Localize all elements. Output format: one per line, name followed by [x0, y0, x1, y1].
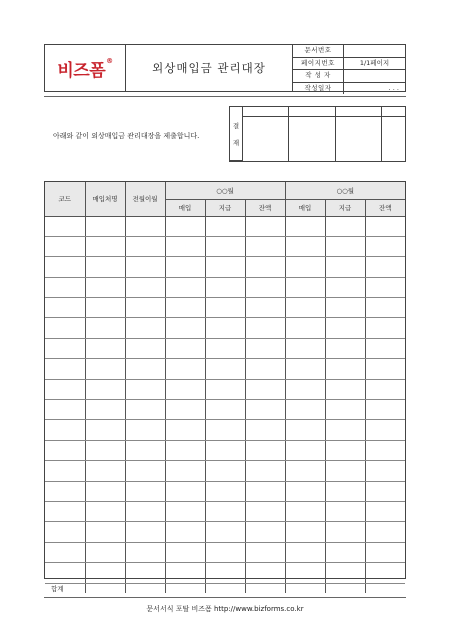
meta-row-date	[293, 82, 405, 94]
ledger-cell[interactable]	[165, 338, 205, 358]
ledger-cell[interactable]	[325, 216, 365, 236]
ledger-total-cell[interactable]	[205, 583, 245, 593]
ledger-cell[interactable]	[325, 359, 365, 379]
col-header-payment: 지급	[205, 199, 245, 216]
ledger-cell[interactable]	[245, 400, 285, 420]
col-header-carryover: 전월이월	[125, 182, 165, 216]
approval-sign-cell[interactable]	[382, 117, 405, 161]
ledger-cell[interactable]	[245, 359, 285, 379]
ledger-cell[interactable]	[365, 461, 405, 481]
ledger-cell[interactable]	[365, 481, 405, 501]
ledger-cell[interactable]	[165, 298, 205, 318]
ledger-cell[interactable]	[165, 563, 205, 583]
ledger-cell[interactable]	[45, 257, 85, 277]
ledger-row	[45, 359, 405, 379]
ledger-row	[45, 440, 405, 460]
ledger-cell[interactable]	[125, 400, 165, 420]
col-header-month-1: ○○월	[165, 182, 285, 199]
ledger-cell[interactable]	[325, 440, 365, 460]
ledger-cell[interactable]	[365, 400, 405, 420]
ledger-cell[interactable]	[245, 461, 285, 481]
ledger-cell[interactable]	[245, 257, 285, 277]
ledger-cell[interactable]	[45, 542, 85, 562]
meta-label: 문서번호	[293, 45, 344, 57]
ledger-cell[interactable]	[205, 440, 245, 460]
ledger-cell[interactable]	[245, 318, 285, 338]
ledger-cell[interactable]	[245, 420, 285, 440]
ledger-cell[interactable]	[245, 563, 285, 583]
ledger-cell[interactable]	[245, 440, 285, 460]
ledger-cell[interactable]	[285, 563, 325, 583]
approval-label-bottom: 재	[232, 139, 240, 147]
ledger-cell[interactable]	[205, 400, 245, 420]
ledger-cell[interactable]	[125, 522, 165, 542]
ledger-row	[45, 318, 405, 338]
ledger-cell[interactable]	[125, 318, 165, 338]
bizforms-logo	[57, 56, 112, 81]
ledger-cell[interactable]	[365, 359, 405, 379]
ledger-cell[interactable]	[205, 359, 245, 379]
ledger-total-cell[interactable]	[125, 583, 165, 593]
ledger-cell[interactable]	[125, 277, 165, 297]
logo-text: 비즈폼	[57, 60, 106, 81]
ledger-cell[interactable]	[325, 318, 365, 338]
ledger-cell[interactable]	[205, 461, 245, 481]
ledger-cell[interactable]	[85, 563, 125, 583]
ledger-cell[interactable]	[85, 400, 125, 420]
ledger-row	[45, 400, 405, 420]
ledger-cell[interactable]	[245, 542, 285, 562]
meta-row-author	[293, 70, 405, 83]
ledger-cell[interactable]	[85, 257, 125, 277]
ledger-cell[interactable]	[125, 542, 165, 562]
ledger-cell[interactable]	[205, 563, 245, 583]
meta-value	[344, 70, 406, 83]
ledger-cell[interactable]	[325, 522, 365, 542]
ledger-cell[interactable]	[125, 338, 165, 358]
ledger-cell[interactable]	[45, 461, 85, 481]
ledger-total-cell[interactable]	[165, 583, 205, 593]
ledger-cell[interactable]	[205, 501, 245, 521]
approval-title-cell[interactable]	[335, 107, 381, 117]
ledger-cell[interactable]	[245, 236, 285, 256]
ledger-cell[interactable]	[285, 338, 325, 358]
ledger-total-cell[interactable]	[365, 583, 405, 593]
ledger-cell[interactable]	[365, 236, 405, 256]
ledger-cell[interactable]	[365, 420, 405, 440]
total-label: 합계	[45, 583, 85, 593]
ledger-cell[interactable]	[245, 277, 285, 297]
meta-label: 페이지번호	[293, 57, 344, 70]
ledger-cell[interactable]	[325, 379, 365, 399]
ledger-cell[interactable]	[165, 461, 205, 481]
ledger-cell[interactable]	[245, 338, 285, 358]
ledger-cell[interactable]	[45, 440, 85, 460]
ledger-cell[interactable]	[285, 420, 325, 440]
ledger-cell[interactable]	[125, 216, 165, 236]
ledger-cell[interactable]	[285, 522, 325, 542]
ledger-row	[45, 461, 405, 481]
ledger-cell[interactable]	[85, 277, 125, 297]
ledger-row	[45, 420, 405, 440]
ledger-cell[interactable]	[85, 440, 125, 460]
ledger-cell[interactable]	[205, 420, 245, 440]
ledger-cell[interactable]	[45, 420, 85, 440]
ledger-cell[interactable]	[205, 481, 245, 501]
ledger-cell[interactable]	[285, 359, 325, 379]
approval-box	[229, 106, 406, 162]
ledger-row	[45, 379, 405, 399]
ledger-cell[interactable]	[125, 379, 165, 399]
ledger-cell[interactable]	[285, 542, 325, 562]
ledger-cell[interactable]	[165, 481, 205, 501]
ledger-cell[interactable]	[285, 461, 325, 481]
ledger-cell[interactable]	[125, 501, 165, 521]
meta-row-page-number	[293, 57, 405, 70]
col-header-payment: 지급	[325, 199, 365, 216]
col-header-code: 코드	[45, 182, 85, 216]
ledger-cell[interactable]	[45, 318, 85, 338]
footer-text: 문서서식 포탈 비즈폼 http://www.bizforms.co.kr	[146, 605, 304, 613]
ledger-cell[interactable]	[165, 236, 205, 256]
ledger-cell[interactable]	[245, 216, 285, 236]
approval-sign-cell[interactable]	[243, 117, 289, 161]
ledger-cell[interactable]	[245, 379, 285, 399]
meta-value	[344, 45, 406, 57]
intro-text: 아래와 같이 외상매입금 관리대장을 제출합니다.	[53, 132, 200, 140]
meta-label: 작성일자	[293, 82, 344, 94]
ledger-cell[interactable]	[125, 440, 165, 460]
ledger-cell[interactable]	[125, 257, 165, 277]
ledger-row	[45, 277, 405, 297]
approval-sign-cell[interactable]	[335, 117, 381, 161]
ledger-cell[interactable]	[365, 338, 405, 358]
ledger-cell[interactable]	[245, 481, 285, 501]
registered-mark: ®	[106, 56, 113, 65]
approval-sign-cell[interactable]	[289, 117, 335, 161]
ledger-cell[interactable]	[285, 440, 325, 460]
ledger-cell[interactable]	[45, 216, 85, 236]
document-meta	[293, 45, 405, 91]
ledger-cell[interactable]	[165, 379, 205, 399]
ledger-cell[interactable]	[125, 420, 165, 440]
ledger-cell[interactable]	[205, 277, 245, 297]
ledger-cell[interactable]	[325, 461, 365, 481]
ledger-row	[45, 542, 405, 562]
ledger-cell[interactable]	[325, 481, 365, 501]
approval-title-cell[interactable]	[289, 107, 335, 117]
col-header-purchase: 매입	[285, 199, 325, 216]
ledger-total-cell[interactable]	[85, 583, 125, 593]
ledger-cell[interactable]	[165, 522, 205, 542]
ledger-cell[interactable]	[365, 522, 405, 542]
ledger-cell[interactable]	[285, 318, 325, 338]
ledger-cell[interactable]	[365, 379, 405, 399]
ledger-row	[45, 481, 405, 501]
header-divider	[44, 96, 406, 97]
col-header-balance: 잔액	[245, 199, 285, 216]
ledger-cell[interactable]	[325, 257, 365, 277]
ledger-cell[interactable]	[165, 359, 205, 379]
ledger-row	[45, 236, 405, 256]
ledger-row	[45, 522, 405, 542]
document-title: 외상매입금 관리대장	[126, 45, 293, 91]
ledger-cell[interactable]	[245, 501, 285, 521]
document-header	[44, 44, 406, 92]
ledger-cell[interactable]	[85, 461, 125, 481]
ledger-cell[interactable]	[125, 481, 165, 501]
ledger-cell[interactable]	[205, 298, 245, 318]
ledger-cell[interactable]	[365, 216, 405, 236]
ledger-cell[interactable]	[85, 298, 125, 318]
ledger-cell[interactable]	[285, 216, 325, 236]
meta-value: 1/1페이지	[344, 57, 406, 70]
ledger-cell[interactable]	[85, 481, 125, 501]
ledger-cell[interactable]	[285, 501, 325, 521]
ledger-cell[interactable]	[365, 542, 405, 562]
ledger-cell[interactable]	[165, 318, 205, 338]
ledger-cell[interactable]	[125, 236, 165, 256]
ledger-cell[interactable]	[85, 216, 125, 236]
ledger-row	[45, 338, 405, 358]
ledger-cell[interactable]	[45, 359, 85, 379]
ledger-cell[interactable]	[285, 236, 325, 256]
ledger-cell[interactable]	[245, 522, 285, 542]
ledger-cell[interactable]	[125, 461, 165, 481]
ledger-cell[interactable]	[85, 501, 125, 521]
ledger-cell[interactable]	[325, 298, 365, 318]
ledger-total-cell[interactable]	[285, 583, 325, 593]
ledger-cell[interactable]	[245, 298, 285, 318]
ledger-total-row	[45, 583, 405, 593]
logo-cell	[45, 45, 126, 91]
ledger-cell[interactable]	[365, 563, 405, 583]
ledger-cell[interactable]	[205, 257, 245, 277]
ledger-cell[interactable]	[45, 298, 85, 318]
ledger-cell[interactable]	[165, 420, 205, 440]
ledger-cell[interactable]	[325, 501, 365, 521]
ledger-cell[interactable]	[85, 359, 125, 379]
ledger-cell[interactable]	[285, 298, 325, 318]
ledger-cell[interactable]	[85, 318, 125, 338]
ledger-cell[interactable]	[205, 318, 245, 338]
ledger-cell[interactable]	[205, 338, 245, 358]
ledger-row	[45, 501, 405, 521]
ledger-cell[interactable]	[85, 338, 125, 358]
ledger-cell[interactable]	[365, 298, 405, 318]
ledger-cell[interactable]	[205, 216, 245, 236]
ledger-row	[45, 257, 405, 277]
ledger-cell[interactable]	[85, 542, 125, 562]
ledger-cell[interactable]	[45, 501, 85, 521]
ledger-cell[interactable]	[205, 379, 245, 399]
ledger-cell[interactable]	[205, 236, 245, 256]
ledger-cell[interactable]	[45, 379, 85, 399]
footer-divider	[44, 597, 406, 598]
ledger-cell[interactable]	[325, 420, 365, 440]
ledger-table	[44, 181, 406, 593]
ledger-cell[interactable]	[285, 257, 325, 277]
ledger-cell[interactable]	[285, 277, 325, 297]
col-header-month-2: ○○월	[285, 182, 405, 199]
ledger-cell[interactable]	[325, 542, 365, 562]
ledger-cell[interactable]	[365, 501, 405, 521]
meta-value: . . .	[388, 83, 399, 92]
ledger-cell[interactable]	[45, 563, 85, 583]
ledger-cell[interactable]	[45, 400, 85, 420]
ledger-cell[interactable]	[165, 440, 205, 460]
col-header-balance: 잔액	[365, 199, 405, 216]
ledger-cell[interactable]	[325, 400, 365, 420]
ledger-cell[interactable]	[205, 522, 245, 542]
ledger-cell[interactable]	[85, 236, 125, 256]
ledger-cell[interactable]	[85, 379, 125, 399]
ledger-cell[interactable]	[285, 481, 325, 501]
ledger-cell[interactable]	[165, 542, 205, 562]
ledger-cell[interactable]	[85, 522, 125, 542]
col-header-vendor: 매입처명	[85, 182, 125, 216]
ledger-cell[interactable]	[165, 400, 205, 420]
ledger-cell[interactable]	[365, 257, 405, 277]
ledger-row	[45, 298, 405, 318]
ledger-cell[interactable]	[165, 277, 205, 297]
ledger-cell[interactable]	[325, 338, 365, 358]
ledger-cell[interactable]	[45, 236, 85, 256]
ledger-cell[interactable]	[205, 542, 245, 562]
ledger-cell[interactable]	[45, 338, 85, 358]
ledger-cell[interactable]	[45, 481, 85, 501]
ledger-cell[interactable]	[125, 359, 165, 379]
ledger-cell[interactable]	[365, 318, 405, 338]
ledger-cell[interactable]	[125, 298, 165, 318]
ledger-cell[interactable]	[165, 257, 205, 277]
ledger-row	[45, 563, 405, 583]
ledger-cell[interactable]	[365, 440, 405, 460]
ledger-cell[interactable]	[365, 277, 405, 297]
approval-label-top: 결	[232, 122, 240, 130]
ledger-cell[interactable]	[45, 277, 85, 297]
ledger-cell[interactable]	[125, 563, 165, 583]
ledger-total-cell[interactable]	[325, 583, 365, 593]
ledger-row	[45, 216, 405, 236]
ledger-cell[interactable]	[165, 501, 205, 521]
ledger-cell[interactable]	[85, 420, 125, 440]
ledger-cell[interactable]	[285, 400, 325, 420]
ledger-cell[interactable]	[325, 277, 365, 297]
approval-title-cell[interactable]	[382, 107, 405, 117]
approval-label	[230, 107, 243, 161]
ledger-total-cell[interactable]	[245, 583, 285, 593]
ledger-cell[interactable]	[165, 216, 205, 236]
ledger-cell[interactable]	[325, 563, 365, 583]
ledger-cell[interactable]	[285, 379, 325, 399]
ledger-cell[interactable]	[325, 236, 365, 256]
meta-row-doc-number	[293, 45, 405, 57]
col-header-purchase: 매입	[165, 199, 205, 216]
meta-label: 작 성 자	[293, 70, 344, 83]
approval-title-cell[interactable]	[243, 107, 289, 117]
ledger-cell[interactable]	[45, 522, 85, 542]
